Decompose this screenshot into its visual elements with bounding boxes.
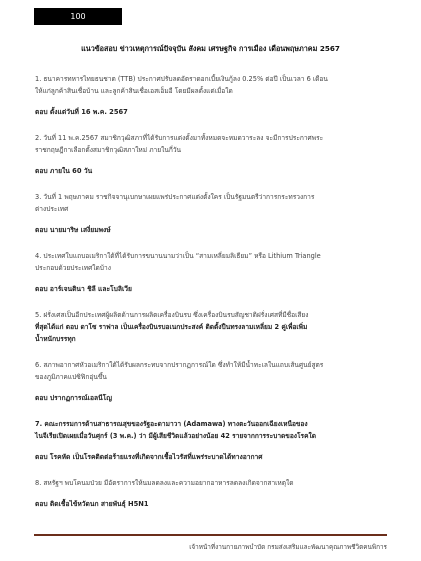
- page-number-badge: 100: [34, 8, 122, 25]
- question-text: 1. ธนาคารทหารไทยธนชาต (TTB) ประกาศปรับลดอัตราดอกเบี้ยเงินกู้ลง 0.25% ต่อปี เป็นเวลา 6 เดือน: [35, 75, 328, 83]
- question-text: ของภูมิภาคแปซิฟิกอุ่นขึ้น: [35, 373, 107, 381]
- question-item: [35, 418, 397, 463]
- question-text: 6. สภาพอากาศหัวอเมริกาใต้ได้รับผลกระทบจากปรากฏการณ์ใด ซึ่งทำให้มีน้ำทะเลในแถบเส้นศูนย์สูตร: [35, 361, 324, 369]
- question-list: [35, 73, 397, 510]
- question-text: 8. สหรัฐฯ พบโคนมป่วย มีอัตราการให้นมลดลงและความอยากอาหารลดลงเกิดจากสาเหตุใด: [35, 479, 294, 487]
- question-item: [35, 250, 397, 295]
- question-text: 3. วันที่ 1 พฤษภาคม ราชกิจจานุเบกษาเผยแพร่ประกาศแต่งตั้งใคร เป็นรัฐมนตรีว่าการกระทรวงการ: [35, 193, 315, 201]
- question-text: 7. คณะกรรมการด้านสาธารณสุขของรัฐอะดามาวา (Adamawa) ทางตะวันออกเฉียงเหนือของ: [35, 420, 308, 428]
- question-text: 2. วันที่ 11 พ.ค.2567 สมาชิกวุฒิสภาที่ได้รับการแต่งตั้งมาทั้งหมดจะหมดวาระลง จะมีการประกาศพระ: [35, 134, 324, 142]
- answer-text: ตอบ นายมาริษ เสงี่ยมพงษ์: [35, 226, 111, 234]
- question-answer-text: น้ำหนักบรรทุก: [35, 335, 76, 343]
- answer-text: ตอบ ติดเชื้อไข้หวัดนก สายพันธุ์ H5N1: [35, 500, 149, 508]
- question-item: [35, 191, 397, 236]
- answer-text: ตอบ อาร์เจนตินา ชิลี และโบลิเวีย: [35, 285, 132, 293]
- answer-text: ตอบ ตั้งแต่วันที่ 16 พ.ค. 2567: [35, 108, 128, 116]
- answer-text: ตอบ โรคหัด เป็นโรคติดต่อร้ายแรงที่เกิดจากเชื้อไวรัสที่แพร่ระบาดได้ทางอากาศ: [35, 453, 263, 461]
- question-answer-text: ที่สุดได้แก่ ตอบ ดาโซ ราฟาล เป็นเครื่องบินรบอเนกประสงค์ ติดตั้งปืนทรงลามเหลี่ยม 2 คู่เพื่อเพิ่ม: [35, 323, 308, 331]
- page-title: แนวข้อสอบ ข่าวเหตุการณ์ปัจจุบัน สังคม เศรษฐกิจ การเมือง เดือนพฤษภาคม 2567: [81, 44, 340, 53]
- question-item: [35, 73, 397, 118]
- question-text: ประกอบด้วยประเทศใดบ้าง: [35, 264, 111, 272]
- question-text: 5. ฝรั่งเศสเป็นอีกประเทศผู้ผลิตด้านการผลิตเครื่องบินรบ ซึ่งเครื่องบินรบสัญชาติฝรั่งเศสที่มีชื่อเสียง: [35, 311, 309, 319]
- question-item: [35, 477, 397, 510]
- question-item: [35, 309, 397, 345]
- question-item: [35, 132, 397, 177]
- footer-divider: [34, 534, 387, 536]
- answer-text: ตอบ ภายใน 60 วัน: [35, 167, 93, 175]
- footer-text: เจ้าหน้าที่งานกายภาพบำบัด กรมส่งเสริมและพัฒนาคุณภาพชีวิตคนพิการ: [189, 543, 387, 551]
- question-text: 4. ประเทศใบแถบอเมริกาใต้ที่ได้รับการขนานนามว่าเป็น “สามเหลี่ยมลิเธียม” หรือ Lithium Triangle: [35, 252, 321, 260]
- question-text: ให้แก่ลูกค้าสินเชื่อบ้าน และลูกค้าสินเชื่อเอสเอ็มอี โดยมีผลตั้งแต่เมื่อใด: [35, 87, 233, 95]
- question-text: ไนจีเรียเปิดเผยเมื่อวันศุกร์ (3 พ.ค.) ว่า มีผู้เสียชีวิตแล้วอย่างน้อย 42 รายจากการระบาดของโรคใด: [35, 432, 316, 440]
- question-text: ราชกฤษฎีกาเลือกตั้งสมาชิกวุฒิสภาใหม่ ภายในกี่วัน: [35, 146, 182, 154]
- answer-text: ตอบ ปรากฏการณ์เอลนีโญ: [35, 394, 112, 402]
- question-text: ต่างประเทศ: [35, 205, 69, 213]
- question-item: [35, 359, 397, 404]
